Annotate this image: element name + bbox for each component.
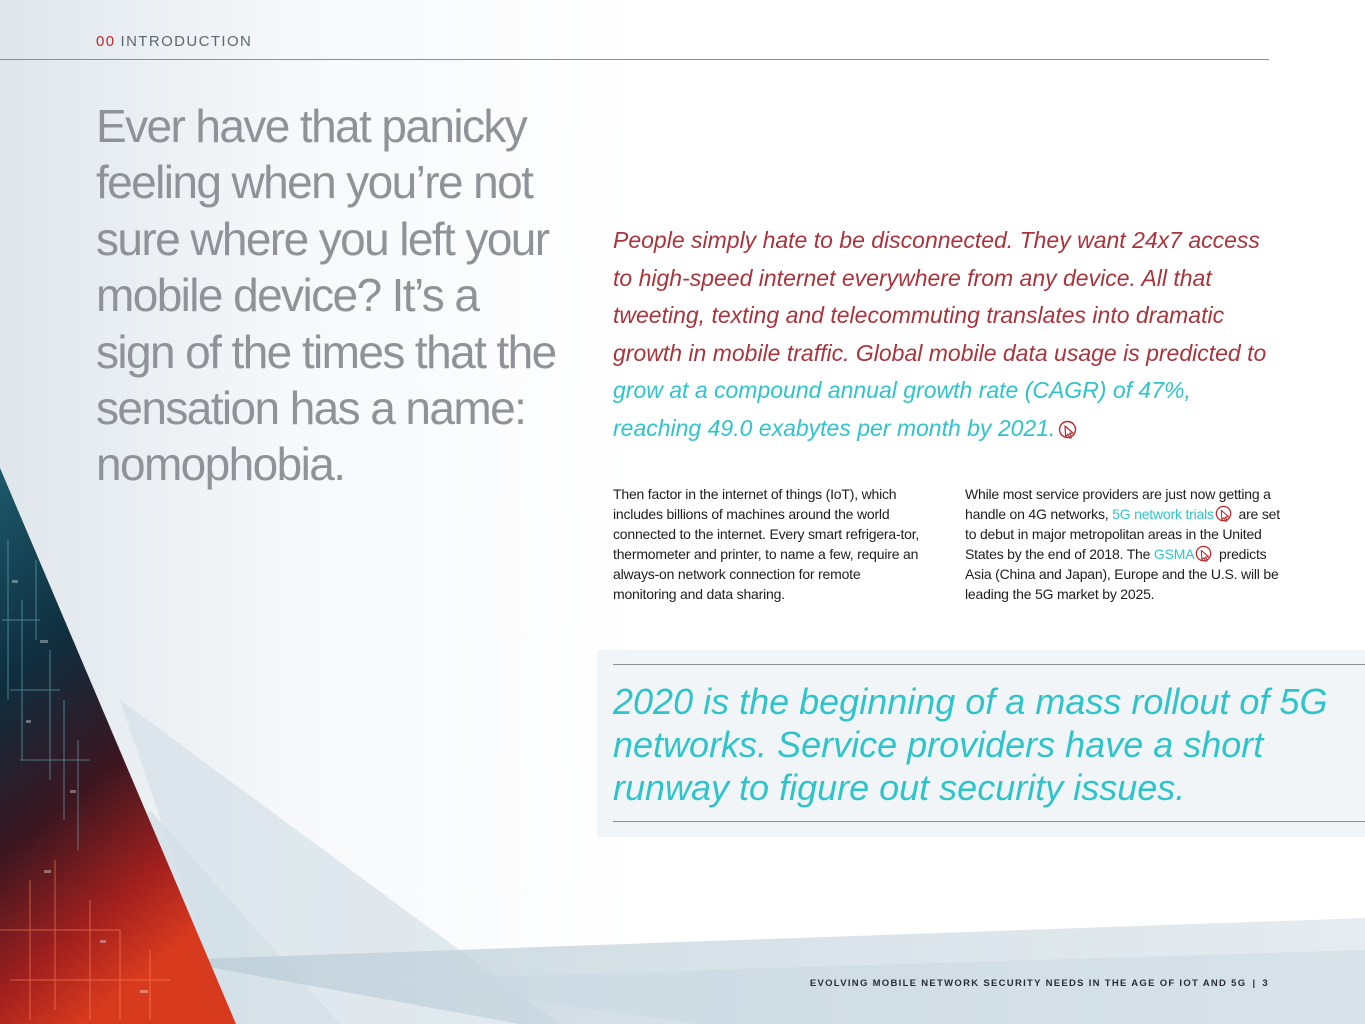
- page-headline: Ever have that panicky feeling when you’re not sure where you left your mobile device? It’s a sign of the times that the sensation has a name: nomophobia.: [96, 100, 556, 491]
- gsma-link[interactable]: GSMA: [1153, 546, 1195, 562]
- callout-bottom-divider: [613, 821, 1365, 822]
- pull-quote: 2020 is the beginning of a mass rollout of 5G networks. Service providers have a short runway to figure out security issues.: [613, 681, 1328, 808]
- column-text-part: While most service providers are just now getting a handle on 4G networks,: [965, 486, 1271, 522]
- lead-text: People simply hate to be disconnected. They want 24x7 access to high-speed internet everywhere from any device. All that tweeting, texting and telecommuting translates into dramatic growth in mobile traffic. Global mobile data usage is predicted to: [613, 227, 1267, 366]
- column-text-part: predicts Asia (China and Japan), Europe and the U.S. will be leading the 5G market by 2025.: [965, 546, 1279, 602]
- header-divider: [0, 59, 1269, 60]
- 5g-network-trials-link[interactable]: 5G network trials: [1112, 506, 1214, 522]
- page-footer: [720, 978, 1269, 989]
- page-number: 3: [1262, 978, 1269, 989]
- lead-paragraph: [613, 222, 1283, 447]
- external-link-cursor-icon[interactable]: [1215, 505, 1233, 523]
- body-column-iot: Then factor in the internet of things (IoT), which includes billions of machines around the world connected to the internet. Every smart refrigera-tor, thermometer and printer, to name a few, require an always-on network connection for remote monitoring and data sharing.: [613, 486, 920, 602]
- external-link-cursor-icon[interactable]: [1195, 545, 1213, 563]
- section-number: 00: [96, 33, 116, 50]
- column-text-part: are set to debut in major metropolitan areas in the United States by the end of 2018. The: [965, 506, 1280, 562]
- footer-separator: |: [1252, 978, 1257, 989]
- section-title: INTRODUCTION: [120, 33, 253, 50]
- body-column-5g: [965, 484, 1283, 604]
- external-link-cursor-icon[interactable]: [1058, 420, 1078, 440]
- callout-top-divider: [613, 664, 1365, 665]
- section-label: [96, 33, 252, 50]
- footer-document-title: EVOLVING MOBILE NETWORK SECURITY NEEDS IN THE AGE OF IOT AND 5G: [809, 978, 1247, 989]
- cagr-stat-link[interactable]: grow at a compound annual growth rate (CAGR) of 47%, reaching 49.0 exabytes per month by 2021.: [613, 377, 1191, 441]
